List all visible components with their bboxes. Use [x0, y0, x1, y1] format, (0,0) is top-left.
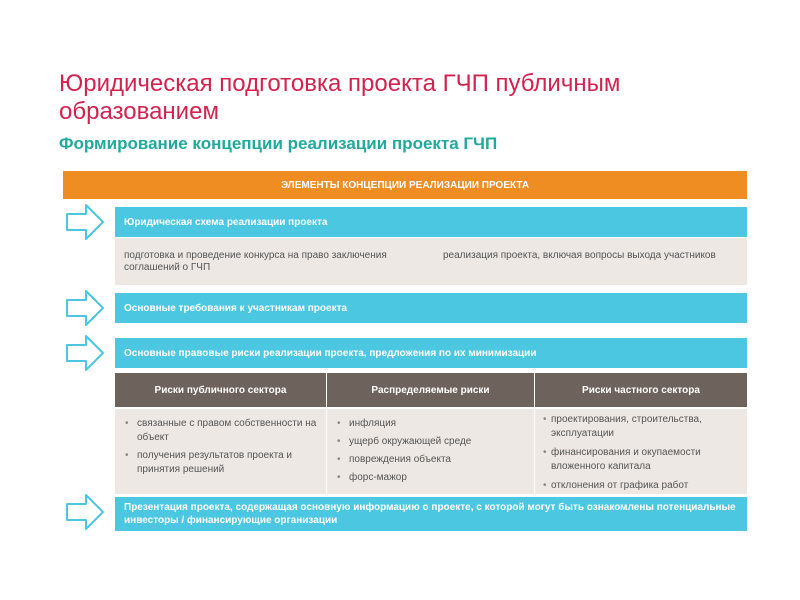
presentation-bar: Презентация проекта, содержащая основную информацию о проекте, с которой могут быть ознакомлены потенциальные инвесторы / финансирующие организации — [115, 497, 747, 531]
arrow-right-icon — [66, 335, 104, 371]
legal-scheme-bar: Юридическая схема реализации проекта — [115, 207, 747, 237]
list-item: • проектирования, строительства, эксплуатации — [543, 413, 741, 441]
shared-risks-list — [327, 409, 534, 494]
page-title: Юридическая подготовка проекта ГЧП публичным образованием — [59, 70, 621, 125]
legal-scheme-details — [115, 238, 747, 285]
concept-elements-header: ЭЛЕМЕНТЫ КОНЦЕПЦИИ РЕАЛИЗАЦИИ ПРОЕКТА — [63, 171, 747, 199]
public-sector-risks-list — [115, 409, 326, 494]
list-item: • форс-мажор — [335, 471, 528, 485]
list-item: • ущерб окружающей среде — [335, 435, 528, 449]
list-item: • отклонения от графика работ — [543, 479, 741, 493]
requirements-bar: Основные требования к участникам проекта — [115, 293, 747, 323]
list-item: • получения результатов проекта и принятия решений — [123, 449, 320, 477]
private-sector-risks-list — [535, 409, 747, 494]
list-item: • финансирования и окупаемости вложенного капитала — [543, 446, 741, 474]
list-item: • повреждения объекта — [335, 453, 528, 467]
legal-scheme-right-text: реализация проекта, включая вопросы выхода участников — [443, 250, 716, 261]
arrow-right-icon — [66, 494, 104, 530]
public-sector-risks-header: Риски публичного сектора — [115, 373, 326, 407]
arrow-right-icon — [66, 290, 104, 326]
private-sector-risks-header: Риски частного сектора — [535, 373, 747, 407]
shared-risks-header: Распределяемые риски — [327, 373, 534, 407]
arrow-right-icon — [66, 204, 104, 240]
legal-scheme-left-text: подготовка и проведение конкурса на право заключения соглашений о ГЧП — [124, 250, 387, 273]
risks-bar: Основные правовые риски реализации проекта, предложения по их минимизации — [115, 338, 747, 368]
page-subtitle: Формирование концепции реализации проекта ГЧП — [59, 134, 498, 153]
list-item: • инфляция — [335, 417, 528, 431]
list-item: • связанные с правом собственности на объект — [123, 417, 320, 445]
